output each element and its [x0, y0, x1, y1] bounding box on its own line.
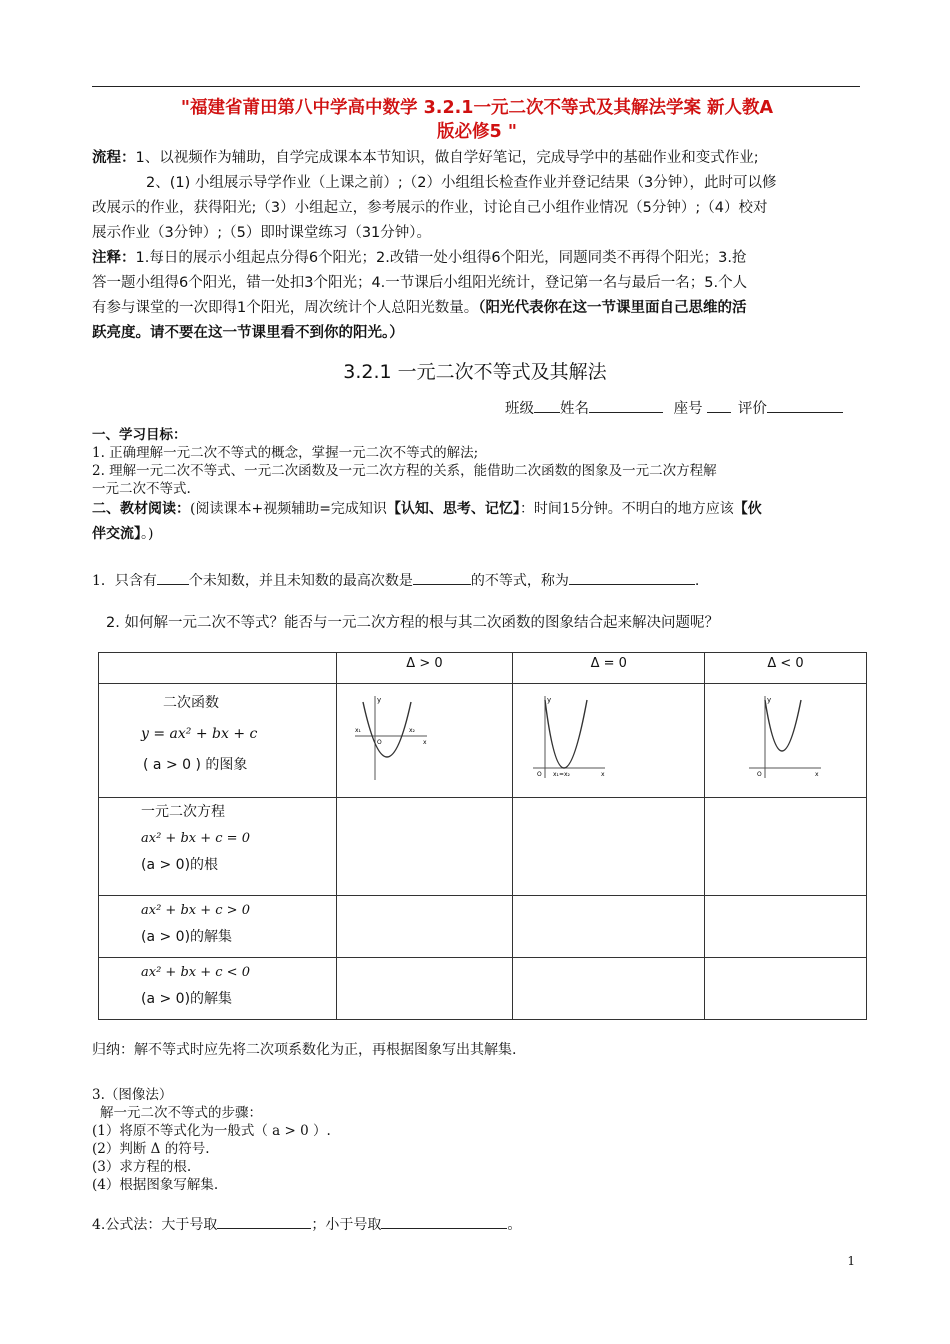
process-line-2: 2、(1) 小组展示导学作业（上课之前）;（2）小组组长检查作业并登记结果（3分钟），此时可以修 — [146, 175, 777, 191]
reading-bold-2: 【伙 — [733, 501, 762, 517]
reading-heading: 二、教材阅读： — [92, 501, 190, 517]
process-line-3: 改展示的作业，获得阳光;（3）小组起立，参考展示的作业，讨论自己小组作业情况（5分钟）;（4）校对 — [92, 200, 768, 216]
question-2: 2. 如何解一元二次不等式？能否与一元二次方程的根与其二次函数的图象结合起来解决问题呢？ — [106, 615, 719, 631]
x1-label: x₁ — [354, 727, 361, 734]
summary-text: 归纳：解不等式时应先将二次项系数化为正，再根据图象写出其解集. — [92, 1042, 517, 1058]
row4-caption: (a > 0)的解集 — [141, 991, 233, 1007]
reading-text-1: (阅读课本+视频辅助=完成知识 — [190, 501, 387, 517]
row4-formula: ax² + bx + c < 0 — [141, 965, 250, 980]
row3-formula: ax² + bx + c > 0 — [141, 903, 250, 918]
q3-step-1: (1）将原不等式化为一般式（ a > 0 ）. — [92, 1123, 331, 1139]
row2-formula: ax² + bx + c = 0 — [141, 831, 250, 846]
student-info-line — [505, 397, 843, 418]
y-label: y — [376, 696, 381, 704]
q3-intro: 解一元二次不等式的步骤： — [100, 1105, 262, 1121]
document-title — [92, 96, 862, 144]
graph-cell-delta-positive — [336, 684, 513, 798]
x2-label: x₂ — [408, 727, 415, 734]
reading-text-3: 。) — [141, 526, 154, 542]
table-header-row — [99, 653, 867, 684]
process-label: 流程： — [92, 150, 136, 166]
top-rule — [92, 86, 860, 87]
q4-part-1: 4.公式法：大于号取 — [92, 1217, 218, 1233]
goal-item-1: 1. 正确理解一元二次不等式的概念，掌握一元二次不等式的解法; — [92, 445, 479, 461]
goals-section — [92, 426, 867, 498]
row-greater-label — [99, 896, 337, 958]
parabola-no-root-graph — [745, 692, 825, 782]
q1-part-1: 1．只含有 — [92, 573, 157, 589]
note-label: 注释： — [92, 250, 136, 266]
origin-label: O — [537, 771, 543, 778]
eval-blank[interactable] — [767, 398, 843, 413]
q4-blank-2[interactable] — [381, 1214, 507, 1229]
question-4 — [92, 1214, 521, 1234]
title-line-1: "福建省莆田第八中学高中数学 3.2.1一元二次不等式及其解法学案 新人教A — [180, 98, 774, 118]
question-3 — [92, 1086, 692, 1194]
q3-step-2: (2）判断 Δ 的符号. — [92, 1141, 210, 1157]
table-row-graph — [99, 684, 867, 798]
less-cell-delta-zero[interactable] — [513, 958, 705, 1020]
goal-item-2: 2. 理解一元二次不等式、一元二次函数及一元二次方程的关系，能借助二次函数的图象及一元二次方程解 — [92, 463, 717, 479]
origin-label: O — [376, 739, 382, 746]
class-label: 班级 — [505, 401, 534, 417]
reading-text-2: ：时间15分钟。不明白的地方应该 — [519, 501, 734, 517]
q1-part-4: . — [694, 573, 700, 589]
seat-label: 座号 — [673, 401, 703, 417]
row-less-label — [99, 958, 337, 1020]
name-label: 姓名 — [560, 401, 589, 417]
class-blank[interactable] — [534, 398, 560, 413]
eval-label: 评价 — [737, 401, 767, 417]
goal-item-2b: 一元二次不等式. — [92, 481, 191, 497]
less-cell-delta-positive[interactable] — [336, 958, 513, 1020]
graph-cell-delta-negative — [705, 684, 867, 798]
row2-caption: (a > 0)的根 — [141, 857, 219, 873]
roots-cell-delta-positive[interactable] — [336, 798, 513, 896]
q1-blank-2[interactable] — [413, 570, 471, 585]
origin-label: O — [757, 771, 762, 778]
table-row-greater — [99, 896, 867, 958]
row-roots-label — [99, 798, 337, 896]
note-line-3: 有参与课堂的一次即得1个阳光，周次统计个人总阳光数量。 — [92, 300, 479, 316]
y-label: y — [767, 696, 772, 704]
table-header-empty — [99, 653, 337, 684]
greater-cell-delta-negative[interactable] — [705, 896, 867, 958]
note-bold-1: （阳光代表你在这一节课里面自己思维的活 — [478, 300, 747, 316]
parabola-curve — [765, 700, 801, 751]
q4-blank-1[interactable] — [217, 1214, 311, 1229]
x-label: x — [422, 739, 427, 746]
reading-bold-1: 【认知、思考、记忆】 — [386, 501, 520, 517]
greater-cell-delta-zero[interactable] — [513, 896, 705, 958]
q4-part-2: ；小于号取 — [311, 1217, 382, 1233]
title-line-2: 版必修5 " — [437, 122, 517, 142]
q3-step-4: (4）根据图象写解集. — [92, 1177, 219, 1193]
header-delta-negative: Δ < 0 — [705, 653, 867, 684]
q3-step-3: (3）求方程的根. — [92, 1159, 192, 1175]
reading-section — [92, 497, 867, 547]
note-line-1: 1.每日的展示小组起点分得6个阳光；2.改错一处小组得6个阳光，同题同类不再得个阳光；3.抢 — [135, 250, 747, 266]
process-line-4: 展示作业（3分钟）;（5）即时课堂练习（31分钟）。 — [92, 225, 432, 241]
parabola-curve — [545, 700, 587, 768]
q1-part-3: 的不等式，称为 — [470, 573, 569, 589]
goals-heading: 一、学习目标： — [92, 427, 187, 443]
table-row-roots — [99, 798, 867, 896]
process-line-1: 1、以视频作为辅助，自学完成课本本节知识，做自学好笔记，完成导学中的基础作业和变式作业; — [135, 150, 759, 166]
double-root-label: x₁=x₂ — [553, 771, 571, 778]
note-line-2: 答一题小组得6个阳光，错一处扣3个阳光；4.一节课后小组阳光统计，登记第一名与最后一名；5.个人 — [92, 275, 748, 291]
q1-blank-3[interactable] — [569, 570, 695, 585]
page-number: 1 — [847, 1254, 855, 1268]
note-section — [92, 246, 864, 346]
note-bold-2: 跃亮度。请不要在这一节课里看不到你的阳光。） — [92, 325, 404, 341]
question-1 — [92, 570, 699, 590]
row1-label: 二次函数 — [163, 695, 219, 711]
seat-blank[interactable] — [707, 398, 731, 413]
process-section — [92, 146, 864, 246]
reading-bold-3: 伴交流】 — [92, 526, 141, 542]
parabola-two-roots-graph — [353, 692, 433, 782]
parabola-one-root-graph — [527, 692, 607, 782]
q1-blank-1[interactable] — [157, 570, 189, 585]
parabola-curve — [363, 702, 411, 757]
table-row-less — [99, 958, 867, 1020]
inequality-table — [98, 652, 867, 1020]
q3-title: 3.（图像法） — [92, 1087, 173, 1103]
q4-part-3: 。 — [507, 1217, 522, 1233]
header-delta-positive: Δ > 0 — [336, 653, 513, 684]
row1-caption: ( a > 0 ) 的图象 — [143, 757, 248, 773]
roots-cell-delta-zero[interactable] — [513, 798, 705, 896]
row3-caption: (a > 0)的解集 — [141, 929, 233, 945]
name-blank[interactable] — [589, 398, 663, 413]
x-label: x — [601, 771, 605, 778]
greater-cell-delta-positive[interactable] — [336, 896, 513, 958]
row2-label: 一元二次方程 — [141, 804, 225, 820]
y-label: y — [547, 696, 552, 704]
row-graph-label — [99, 684, 337, 798]
section-title: 3.2.1 一元二次不等式及其解法 — [343, 361, 607, 383]
less-cell-delta-negative[interactable] — [705, 958, 867, 1020]
x-label: x — [815, 771, 819, 778]
graph-cell-delta-zero — [513, 684, 705, 798]
roots-cell-delta-negative[interactable] — [705, 798, 867, 896]
q1-part-2: 个未知数，并且未知数的最高次数是 — [188, 573, 413, 589]
header-delta-zero: Δ = 0 — [513, 653, 705, 684]
row1-formula: y = ax² + bx + c — [141, 726, 258, 742]
